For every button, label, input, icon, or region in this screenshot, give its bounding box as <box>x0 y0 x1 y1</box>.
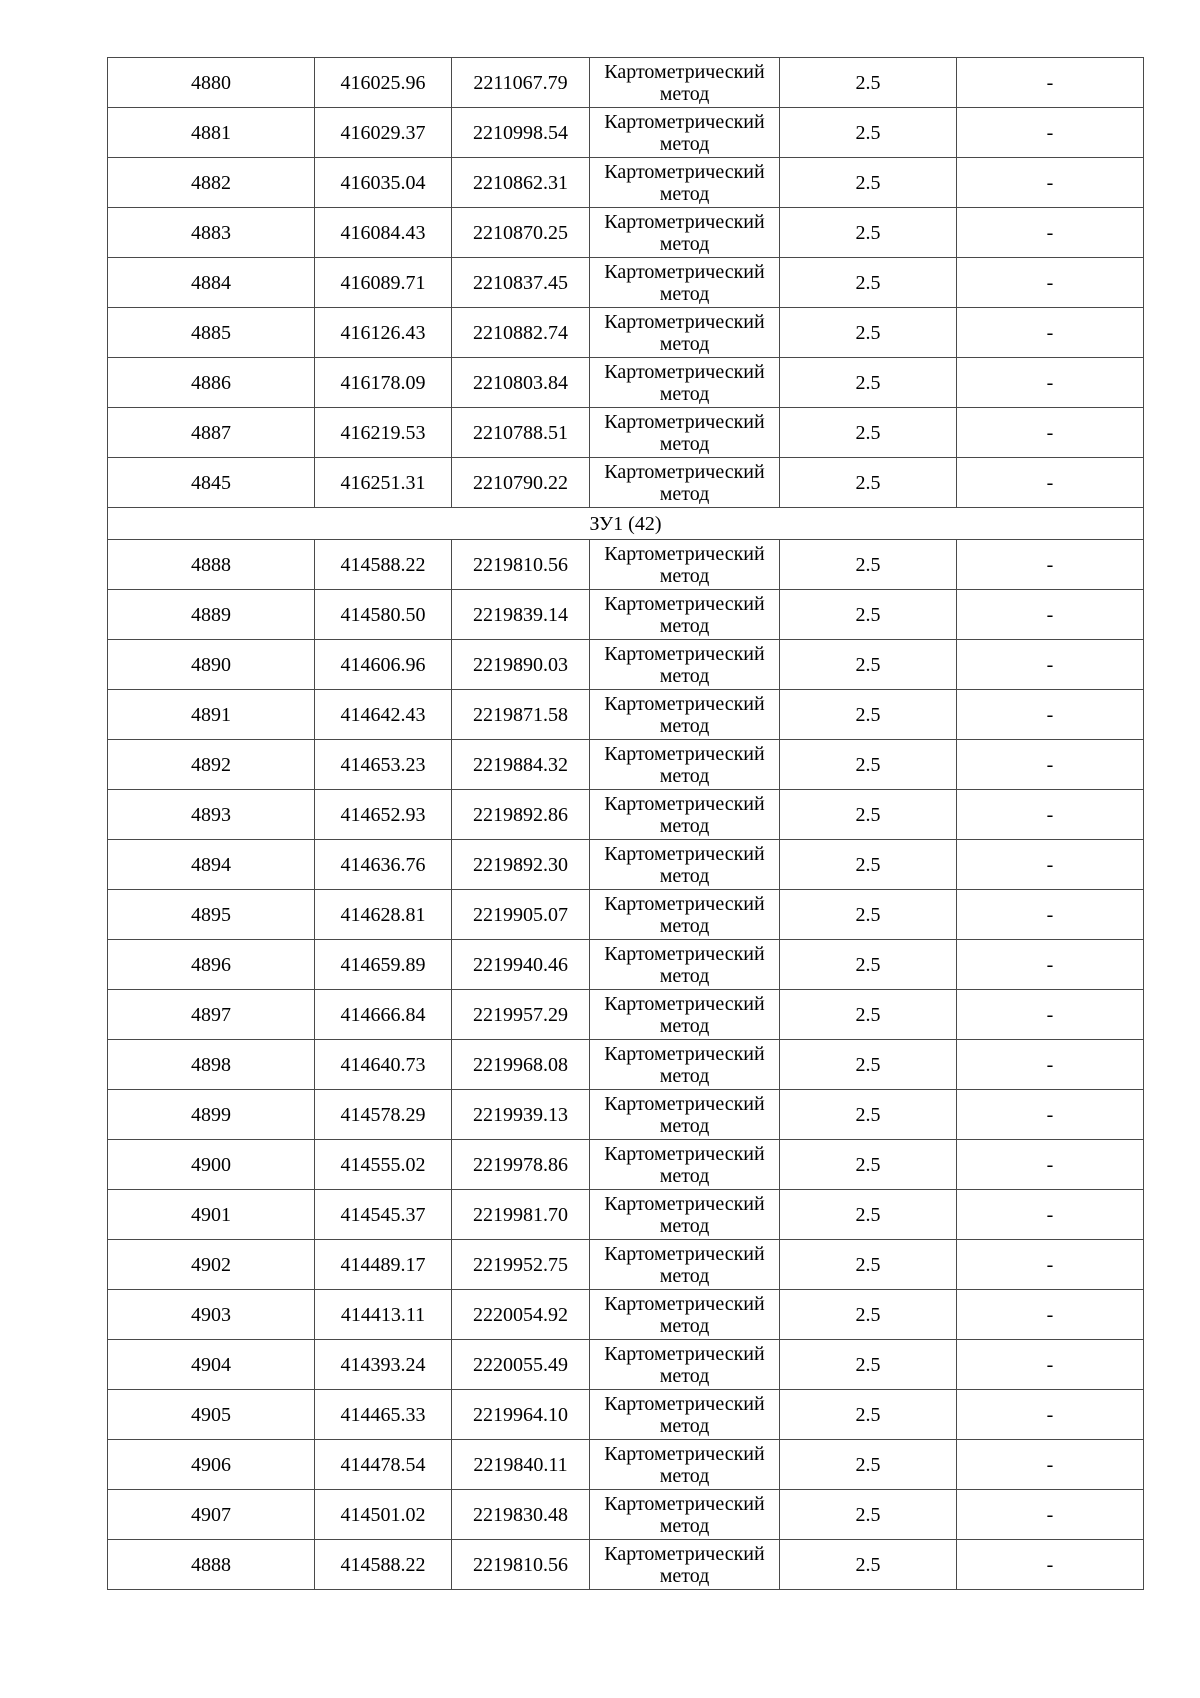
method-line: метод <box>659 232 710 255</box>
x-coordinate-cell: 414489.17 <box>315 1240 452 1290</box>
note-cell: - <box>957 740 1144 790</box>
method-line: Картометрический <box>604 792 765 815</box>
y-coordinate-cell: 2219964.10 <box>452 1390 590 1440</box>
y-coordinate-cell: 2220054.92 <box>452 1290 590 1340</box>
table-row <box>108 1290 1144 1340</box>
method-cell <box>590 1440 780 1490</box>
method-line: метод <box>659 664 710 687</box>
method-line: метод <box>659 1064 710 1087</box>
method-line: Картометрический <box>604 110 765 133</box>
method-line: метод <box>659 132 710 155</box>
method-line: Картометрический <box>604 542 765 565</box>
note-cell: - <box>957 640 1144 690</box>
x-coordinate-cell: 414588.22 <box>315 540 452 590</box>
table-row <box>108 108 1144 158</box>
method-cell <box>590 208 780 258</box>
x-coordinate-cell: 416089.71 <box>315 258 452 308</box>
method-line: Картометрический <box>604 1042 765 1065</box>
section-row <box>108 508 1144 540</box>
method-line: Картометрический <box>604 942 765 965</box>
y-coordinate-cell: 2219939.13 <box>452 1090 590 1140</box>
note-cell: - <box>957 258 1144 308</box>
accuracy-cell: 2.5 <box>780 1440 957 1490</box>
method-line: метод <box>659 332 710 355</box>
method-line: Картометрический <box>604 1342 765 1365</box>
method-line: Картометрический <box>604 1542 765 1565</box>
point-id-cell: 4904 <box>108 1340 315 1390</box>
point-id-cell: 4896 <box>108 940 315 990</box>
method-line: Картометрический <box>604 1142 765 1165</box>
method-cell <box>590 840 780 890</box>
accuracy-cell: 2.5 <box>780 1390 957 1440</box>
method-line: Картометрический <box>604 642 765 665</box>
note-cell: - <box>957 1540 1144 1590</box>
method-line: метод <box>659 1264 710 1287</box>
method-line: метод <box>659 1214 710 1237</box>
table-row <box>108 790 1144 840</box>
method-cell <box>590 1390 780 1440</box>
method-line: метод <box>659 764 710 787</box>
method-line: Картометрический <box>604 360 765 383</box>
y-coordinate-cell: 2219905.07 <box>452 890 590 940</box>
accuracy-cell: 2.5 <box>780 408 957 458</box>
method-cell <box>590 1340 780 1390</box>
y-coordinate-cell: 2210788.51 <box>452 408 590 458</box>
note-cell: - <box>957 1490 1144 1540</box>
accuracy-cell: 2.5 <box>780 1340 957 1390</box>
method-line: метод <box>659 1164 710 1187</box>
y-coordinate-cell: 2210882.74 <box>452 308 590 358</box>
method-line: метод <box>659 1514 710 1537</box>
accuracy-cell: 2.5 <box>780 1240 957 1290</box>
accuracy-cell: 2.5 <box>780 1090 957 1140</box>
table-row <box>108 1090 1144 1140</box>
method-cell <box>590 990 780 1040</box>
table-row <box>108 840 1144 890</box>
point-id-cell: 4893 <box>108 790 315 840</box>
x-coordinate-cell: 416178.09 <box>315 358 452 408</box>
method-line: метод <box>659 282 710 305</box>
y-coordinate-cell: 2219839.14 <box>452 590 590 640</box>
y-coordinate-cell: 2219952.75 <box>452 1240 590 1290</box>
y-coordinate-cell: 2211067.79 <box>452 58 590 108</box>
accuracy-cell: 2.5 <box>780 458 957 508</box>
document-page <box>107 57 1143 1590</box>
point-id-cell: 4895 <box>108 890 315 940</box>
coordinates-table-body <box>108 58 1144 1590</box>
note-cell: - <box>957 790 1144 840</box>
method-line: метод <box>659 564 710 587</box>
method-cell <box>590 1240 780 1290</box>
y-coordinate-cell: 2219830.48 <box>452 1490 590 1540</box>
note-cell: - <box>957 840 1144 890</box>
table-row <box>108 740 1144 790</box>
method-line: Картометрический <box>604 160 765 183</box>
method-line: метод <box>659 714 710 737</box>
table-row <box>108 1040 1144 1090</box>
section-label: ЗУ1 (42) <box>108 508 1144 540</box>
point-id-cell: 4894 <box>108 840 315 890</box>
accuracy-cell: 2.5 <box>780 1190 957 1240</box>
method-cell <box>590 1190 780 1240</box>
y-coordinate-cell: 2219940.46 <box>452 940 590 990</box>
method-cell <box>590 408 780 458</box>
table-row <box>108 590 1144 640</box>
method-line: Картометрический <box>604 1292 765 1315</box>
method-line: метод <box>659 432 710 455</box>
point-id-cell: 4906 <box>108 1440 315 1490</box>
x-coordinate-cell: 414413.11 <box>315 1290 452 1340</box>
coordinates-table <box>107 57 1144 1590</box>
method-line: Картометрический <box>604 992 765 1015</box>
table-row <box>108 640 1144 690</box>
method-cell <box>590 1140 780 1190</box>
point-id-cell: 4888 <box>108 1540 315 1590</box>
table-row <box>108 1440 1144 1490</box>
x-coordinate-cell: 414628.81 <box>315 890 452 940</box>
accuracy-cell: 2.5 <box>780 1540 957 1590</box>
note-cell: - <box>957 590 1144 640</box>
method-cell <box>590 1540 780 1590</box>
method-cell <box>590 458 780 508</box>
accuracy-cell: 2.5 <box>780 840 957 890</box>
x-coordinate-cell: 414636.76 <box>315 840 452 890</box>
method-line: Картометрический <box>604 842 765 865</box>
method-line: Картометрический <box>604 260 765 283</box>
method-cell <box>590 540 780 590</box>
accuracy-cell: 2.5 <box>780 690 957 740</box>
point-id-cell: 4890 <box>108 640 315 690</box>
table-row <box>108 1140 1144 1190</box>
note-cell: - <box>957 1290 1144 1340</box>
table-row <box>108 358 1144 408</box>
table-row <box>108 1340 1144 1390</box>
x-coordinate-cell: 416126.43 <box>315 308 452 358</box>
method-line: Картометрический <box>604 592 765 615</box>
y-coordinate-cell: 2219978.86 <box>452 1140 590 1190</box>
point-id-cell: 4885 <box>108 308 315 358</box>
method-cell <box>590 790 780 840</box>
x-coordinate-cell: 414606.96 <box>315 640 452 690</box>
method-cell <box>590 690 780 740</box>
method-line: Картометрический <box>604 1442 765 1465</box>
y-coordinate-cell: 2219957.29 <box>452 990 590 1040</box>
point-id-cell: 4881 <box>108 108 315 158</box>
note-cell: - <box>957 690 1144 740</box>
x-coordinate-cell: 414393.24 <box>315 1340 452 1390</box>
accuracy-cell: 2.5 <box>780 158 957 208</box>
accuracy-cell: 2.5 <box>780 640 957 690</box>
x-coordinate-cell: 414588.22 <box>315 1540 452 1590</box>
y-coordinate-cell: 2210862.31 <box>452 158 590 208</box>
method-line: метод <box>659 614 710 637</box>
note-cell: - <box>957 940 1144 990</box>
table-row <box>108 1490 1144 1540</box>
point-id-cell: 4907 <box>108 1490 315 1540</box>
accuracy-cell: 2.5 <box>780 1140 957 1190</box>
method-line: Картометрический <box>604 1242 765 1265</box>
method-line: метод <box>659 1414 710 1437</box>
table-row <box>108 1240 1144 1290</box>
point-id-cell: 4889 <box>108 590 315 640</box>
table-row <box>108 990 1144 1040</box>
point-id-cell: 4892 <box>108 740 315 790</box>
accuracy-cell: 2.5 <box>780 1040 957 1090</box>
point-id-cell: 4886 <box>108 358 315 408</box>
accuracy-cell: 2.5 <box>780 790 957 840</box>
x-coordinate-cell: 414580.50 <box>315 590 452 640</box>
note-cell: - <box>957 1040 1144 1090</box>
y-coordinate-cell: 2220055.49 <box>452 1340 590 1390</box>
accuracy-cell: 2.5 <box>780 208 957 258</box>
table-row <box>108 408 1144 458</box>
y-coordinate-cell: 2219810.56 <box>452 540 590 590</box>
note-cell: - <box>957 458 1144 508</box>
y-coordinate-cell: 2219871.58 <box>452 690 590 740</box>
point-id-cell: 4898 <box>108 1040 315 1090</box>
note-cell: - <box>957 540 1144 590</box>
method-line: метод <box>659 964 710 987</box>
accuracy-cell: 2.5 <box>780 58 957 108</box>
point-id-cell: 4902 <box>108 1240 315 1290</box>
point-id-cell: 4903 <box>108 1290 315 1340</box>
method-line: Картометрический <box>604 60 765 83</box>
table-row <box>108 940 1144 990</box>
method-line: Картометрический <box>604 1392 765 1415</box>
method-line: метод <box>659 82 710 105</box>
x-coordinate-cell: 414545.37 <box>315 1190 452 1240</box>
method-cell <box>590 58 780 108</box>
method-cell <box>590 590 780 640</box>
y-coordinate-cell: 2210870.25 <box>452 208 590 258</box>
method-line: Картометрический <box>604 1192 765 1215</box>
table-row <box>108 258 1144 308</box>
note-cell: - <box>957 990 1144 1040</box>
table-row <box>108 58 1144 108</box>
point-id-cell: 4887 <box>108 408 315 458</box>
x-coordinate-cell: 416219.53 <box>315 408 452 458</box>
method-line: метод <box>659 1564 710 1587</box>
y-coordinate-cell: 2219884.32 <box>452 740 590 790</box>
method-line: Картометрический <box>604 410 765 433</box>
note-cell: - <box>957 108 1144 158</box>
x-coordinate-cell: 416025.96 <box>315 58 452 108</box>
x-coordinate-cell: 414465.33 <box>315 1390 452 1440</box>
x-coordinate-cell: 414653.23 <box>315 740 452 790</box>
method-cell <box>590 1090 780 1140</box>
table-row <box>108 458 1144 508</box>
point-id-cell: 4891 <box>108 690 315 740</box>
y-coordinate-cell: 2219840.11 <box>452 1440 590 1490</box>
method-cell <box>590 258 780 308</box>
method-line: Картометрический <box>604 742 765 765</box>
note-cell: - <box>957 1340 1144 1390</box>
x-coordinate-cell: 414478.54 <box>315 1440 452 1490</box>
method-line: Картометрический <box>604 692 765 715</box>
note-cell: - <box>957 58 1144 108</box>
method-line: метод <box>659 382 710 405</box>
method-cell <box>590 1040 780 1090</box>
note-cell: - <box>957 1090 1144 1140</box>
accuracy-cell: 2.5 <box>780 540 957 590</box>
method-line: Картометрический <box>604 892 765 915</box>
y-coordinate-cell: 2210837.45 <box>452 258 590 308</box>
point-id-cell: 4845 <box>108 458 315 508</box>
note-cell: - <box>957 890 1144 940</box>
y-coordinate-cell: 2219968.08 <box>452 1040 590 1090</box>
y-coordinate-cell: 2210803.84 <box>452 358 590 408</box>
point-id-cell: 4883 <box>108 208 315 258</box>
accuracy-cell: 2.5 <box>780 358 957 408</box>
method-line: метод <box>659 482 710 505</box>
y-coordinate-cell: 2219810.56 <box>452 1540 590 1590</box>
x-coordinate-cell: 414659.89 <box>315 940 452 990</box>
accuracy-cell: 2.5 <box>780 990 957 1040</box>
method-line: Картометрический <box>604 210 765 233</box>
accuracy-cell: 2.5 <box>780 940 957 990</box>
table-row <box>108 540 1144 590</box>
y-coordinate-cell: 2219890.03 <box>452 640 590 690</box>
method-line: Картометрический <box>604 460 765 483</box>
y-coordinate-cell: 2219981.70 <box>452 1190 590 1240</box>
method-line: метод <box>659 182 710 205</box>
y-coordinate-cell: 2210998.54 <box>452 108 590 158</box>
method-cell <box>590 1290 780 1340</box>
x-coordinate-cell: 416084.43 <box>315 208 452 258</box>
y-coordinate-cell: 2210790.22 <box>452 458 590 508</box>
note-cell: - <box>957 208 1144 258</box>
table-row <box>108 1190 1144 1240</box>
table-row <box>108 308 1144 358</box>
method-line: метод <box>659 1364 710 1387</box>
point-id-cell: 4899 <box>108 1090 315 1140</box>
method-cell <box>590 1490 780 1540</box>
method-cell <box>590 158 780 208</box>
accuracy-cell: 2.5 <box>780 1490 957 1540</box>
method-line: метод <box>659 1014 710 1037</box>
table-row <box>108 158 1144 208</box>
table-row <box>108 208 1144 258</box>
method-line: метод <box>659 914 710 937</box>
point-id-cell: 4900 <box>108 1140 315 1190</box>
method-line: Картометрический <box>604 310 765 333</box>
table-row <box>108 890 1144 940</box>
note-cell: - <box>957 158 1144 208</box>
method-line: Картометрический <box>604 1092 765 1115</box>
x-coordinate-cell: 414666.84 <box>315 990 452 1040</box>
method-line: метод <box>659 1114 710 1137</box>
note-cell: - <box>957 308 1144 358</box>
accuracy-cell: 2.5 <box>780 740 957 790</box>
x-coordinate-cell: 414555.02 <box>315 1140 452 1190</box>
method-line: метод <box>659 864 710 887</box>
method-line: Картометрический <box>604 1492 765 1515</box>
method-cell <box>590 358 780 408</box>
point-id-cell: 4897 <box>108 990 315 1040</box>
y-coordinate-cell: 2219892.86 <box>452 790 590 840</box>
accuracy-cell: 2.5 <box>780 1290 957 1340</box>
accuracy-cell: 2.5 <box>780 890 957 940</box>
table-row <box>108 1390 1144 1440</box>
method-cell <box>590 108 780 158</box>
point-id-cell: 4882 <box>108 158 315 208</box>
point-id-cell: 4884 <box>108 258 315 308</box>
method-line: метод <box>659 814 710 837</box>
accuracy-cell: 2.5 <box>780 258 957 308</box>
method-cell <box>590 940 780 990</box>
accuracy-cell: 2.5 <box>780 108 957 158</box>
method-cell <box>590 890 780 940</box>
x-coordinate-cell: 416035.04 <box>315 158 452 208</box>
table-row <box>108 1540 1144 1590</box>
note-cell: - <box>957 1390 1144 1440</box>
note-cell: - <box>957 1190 1144 1240</box>
x-coordinate-cell: 416029.37 <box>315 108 452 158</box>
x-coordinate-cell: 414652.93 <box>315 790 452 840</box>
point-id-cell: 4901 <box>108 1190 315 1240</box>
method-cell <box>590 740 780 790</box>
note-cell: - <box>957 408 1144 458</box>
x-coordinate-cell: 414640.73 <box>315 1040 452 1090</box>
y-coordinate-cell: 2219892.30 <box>452 840 590 890</box>
point-id-cell: 4880 <box>108 58 315 108</box>
method-line: метод <box>659 1314 710 1337</box>
x-coordinate-cell: 414642.43 <box>315 690 452 740</box>
accuracy-cell: 2.5 <box>780 308 957 358</box>
x-coordinate-cell: 416251.31 <box>315 458 452 508</box>
x-coordinate-cell: 414578.29 <box>315 1090 452 1140</box>
note-cell: - <box>957 1140 1144 1190</box>
point-id-cell: 4905 <box>108 1390 315 1440</box>
point-id-cell: 4888 <box>108 540 315 590</box>
note-cell: - <box>957 358 1144 408</box>
accuracy-cell: 2.5 <box>780 590 957 640</box>
x-coordinate-cell: 414501.02 <box>315 1490 452 1540</box>
note-cell: - <box>957 1440 1144 1490</box>
method-line: метод <box>659 1464 710 1487</box>
method-cell <box>590 308 780 358</box>
note-cell: - <box>957 1240 1144 1290</box>
table-row <box>108 690 1144 740</box>
method-cell <box>590 640 780 690</box>
